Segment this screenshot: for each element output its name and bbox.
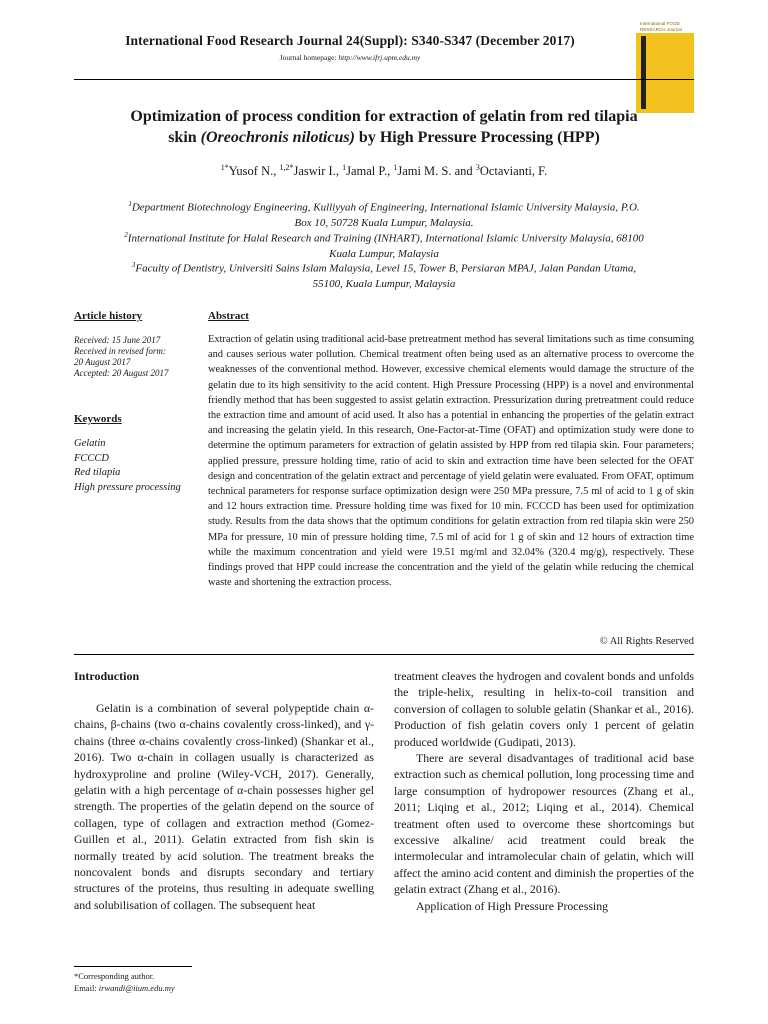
introduction-heading: Introduction xyxy=(74,669,140,683)
affiliation-3 xyxy=(120,258,648,293)
keyword-item: FCCCD xyxy=(74,452,110,464)
journal-logo-bar xyxy=(641,36,646,109)
abstract-text: Extraction of gelatin using traditional acid-base pretreatment method has several limitations such as time consuming and causes serious water pollution. Chemical treatment often being used as an alternative process to overcome the weaknesses of the conventional method. However, excessive chemical elements would damage the structure of the gelatin due to its high sensitivity to the acid content. High Pressure Processing (HPP) is a novel and environmental friendly method that has been suggested to assist gelatin extraction. Pressurization during pretreatment could reduce the extraction time and amount of acid used. It also has a potential in enhancing the properties of the gelatin extract and increasing the gelatin yield. In this research, One-Factor-at-Time (OFAT) and optimization study were done to determine the optimum parameters for extraction of gelatin assisted by HPP from red tilapia skin. Four parameters; applied pressure, pressure holding time, ratio of acid to skin and extraction time have been selected for the OFAT design and concentration of the gelatin extract and percentage of yield gelatin were evaluated. From OFAT, optimum technical parameters for response surface optimization design were 250 MPa pressure, 7.5 ml of acid to 1 g of skin and 12 hours extraction time. Pressure holding time was fixed for 10 min. FCCCD has been used for optimization study. Results from the data shows that the optimum conditions for gelatin extraction from red tilapia skin were 250 MPa for pressure, 10 min of pressure holding time, 7.5 ml of acid for 1 g of skin and 12 hours of extraction time while the maximum concentration and yield were 19.51 mg/ml and 32.04% (320.4 mg/g), respectively. These findings proved that HPP could increase the concentration and the yield of the gelatin while reducing the chemical waste and shortening the extraction process. xyxy=(208,334,694,589)
body-paragraph: There are several disadvantages of traditional acid base extraction such as chemical pollution, long processing time and large consumption of hydropower resources (Zhang et al., 2011; Liqing et al., 2012; Liqing et al., 2014). Chemical treatment often used to overcome these shortcomings but excessive alkaline/ acid treatment could break the intermolecular and intramolecular chain of gelatin, which will affect the amino acid content and diminish the properties of the gelatin extract (Zhang et al., 2016). xyxy=(394,751,694,897)
author-name: Octavianti, F. xyxy=(479,164,548,179)
affiliation-text: International Institute for Halal Research and Training (INHART), International Islamic University Malaysia, 68100 Kuala Lumpur, Malaysia xyxy=(127,232,644,261)
journal-title: International Food Research Journal 24(Suppl): S340-S347 (December 2017) xyxy=(125,33,575,48)
author-name: Jami M. S. and xyxy=(397,164,476,179)
abstract-heading: Abstract xyxy=(208,310,249,322)
body-paragraph: Gelatin is a combination of several polypeptide chain α-chains, β-chains (two α-chains covalently cross-linked), and γ-chains (three α-chains covalently cross-linked) (Shankar et al., 2016). Two α-chain in collagen usually is characterized as hydroxyproline and proline (Wiley-VCH, 2017). Generally, gelatin with a high percentage of α-chain possesses higher gel strength. The properties of the gelatin depend on the source of collagen, type of collagen and extraction method (Gomez-Guillen et al., 2011). Gelatin extracted from fish skin is normally treated by acid solution. The treatment breaks the noncovalent bonds and disrupts secondary and tertiary structures of the proteins, thus resulting in adequate swelling and solubilisation of collagen. The subsequent heat xyxy=(74,701,374,912)
author-sup: 1 xyxy=(393,163,398,172)
homepage-label: Journal homepage: xyxy=(279,53,339,62)
author-sup: 3 xyxy=(475,163,480,172)
history-line: 20 August 2017 xyxy=(74,357,131,367)
history-line: Received in revised form: xyxy=(74,346,166,356)
keywords-heading: Keywords xyxy=(74,413,122,425)
body-column-right xyxy=(394,668,694,914)
journal-homepage xyxy=(60,53,640,62)
author-sup: 1,2* xyxy=(279,163,294,172)
paper-title xyxy=(60,106,708,148)
author-sup: 1* xyxy=(220,163,229,172)
abstract-rule xyxy=(74,654,694,655)
history-line: Accepted: 20 August 2017 xyxy=(74,368,169,378)
homepage-link[interactable]: http://www.ifrj.upm.edu.my xyxy=(338,53,421,62)
footnote-rule xyxy=(74,966,192,967)
author-name: Yusof N., xyxy=(228,164,280,179)
affiliation-text: Faculty of Dentistry, Universiti Sains Islam Malaysia, Level 15, Tower B, Persiaran MPAJ, Jalan Pandan Utama, 55100, Kuala Lumpur, Malaysia xyxy=(135,262,637,291)
keyword-item: High pressure processing xyxy=(74,481,181,493)
corresponding-author: *Corresponding author. xyxy=(74,971,155,981)
article-history xyxy=(74,335,194,379)
journal-logo-text: International FOOD RESEARCH Journal xyxy=(640,21,682,32)
author-name: Jamal P., xyxy=(346,164,394,179)
keywords-list xyxy=(74,437,199,495)
affiliation-1 xyxy=(120,197,648,232)
body-paragraph: treatment cleaves the hydrogen and covalent bonds and unfolds the triple-helix, resulting in helix-to-coil transition and conversion of collagen to soluble gelatin (Shankar et al., 2016). Production of fish gelatin covers only 1 percent of gelatin produced worldwide (Gudipati, 2013). xyxy=(394,669,694,749)
author-list xyxy=(60,163,708,179)
affiliation-text: Department Biotechnology Engineering, Kulliyyah of Engineering, International Islamic University Malaysia, P.O. Box 10, 50728 Kuala Lumpur, Malaysia. xyxy=(131,201,640,230)
body-paragraph: Application of High Pressure Processing xyxy=(416,898,608,913)
title-hpp: by High Pressure Processing (HPP) xyxy=(354,129,600,146)
title-species: (Oreochronis niloticus) xyxy=(200,129,355,146)
email-label: Email: xyxy=(74,983,99,993)
keyword-item: Red tilapia xyxy=(74,467,121,478)
history-line: Received: 15 June 2017 xyxy=(74,335,161,345)
email-link[interactable]: irwandi@iium.edu.my xyxy=(98,983,175,993)
keyword-item: Gelatin xyxy=(74,438,106,449)
affiliation-sup: 1 xyxy=(128,200,132,208)
affiliation-sup: 2 xyxy=(124,231,128,239)
author-email xyxy=(74,982,374,994)
paper-title-line1: Optimization of process condition for extraction of gelatin from red tilapia xyxy=(130,108,638,125)
affiliation-sup: 3 xyxy=(131,261,136,269)
paper-title-line2 xyxy=(60,127,708,148)
body-column-left xyxy=(74,700,374,913)
author-name: Jaswir I., xyxy=(293,164,343,179)
article-history-heading: Article history xyxy=(74,310,143,322)
footnote xyxy=(74,970,374,994)
header-rule xyxy=(74,79,694,80)
title-skin: skin xyxy=(168,129,201,146)
copyright-notice: © All Rights Reserved xyxy=(599,636,694,647)
author-sup: 1 xyxy=(342,163,347,172)
